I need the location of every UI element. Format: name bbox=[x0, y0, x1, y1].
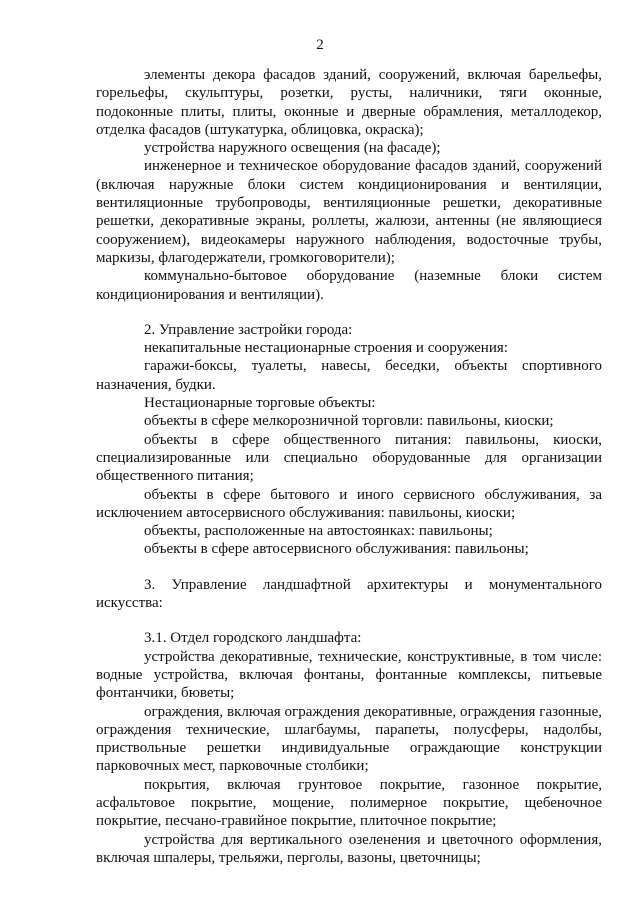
paragraph-coverings: покрытия, включая грунтовое покрытие, газонное покрытие, асфальтовое покрытие, мощение, полимерное покрытие, щебеночное покрытие, песчано-гравийное покрытие, плиточное покрытие; bbox=[96, 776, 602, 830]
paragraph-engineering-equipment: инженерное и техническое оборудование фасадов зданий, сооружений (включая наружные блоки систем кондиционирования и вентиляции, вентиляционные трубопроводы, вентиляционные решетки, декоративные решетки, декоративные экраны, роллеты, жалюзи, антенны (не являющиеся сооружением), видеокамеры наружного наблюдения, водосточные трубы, маркизы, флагодержатели, громкоговорители); bbox=[96, 158, 602, 266]
paragraph-facade-decor: элементы декора фасадов зданий, сооружений, включая барельефы, горельефы, скульптуры, розетки, русты, наличники, тяги оконные, подоконные плиты, плиты, оконные и дверные обрамления, металлодекор, отделка фасадов (штукатурка, облицовка, окраска); bbox=[96, 67, 602, 138]
paragraph-utility-equipment: коммунально-бытовое оборудование (наземные блоки систем кондиционирования и вентиляции). bbox=[96, 268, 602, 303]
paragraph-outdoor-lighting: устройства наружного освещения (на фасаде); bbox=[144, 140, 441, 157]
paragraph-decorative-devices: устройства декоративные, технические, конструктивные, в том числе: водные устройства, включая фонтаны, фонтанные комплексы, питьевые фонтанчики, бюветы; bbox=[96, 648, 602, 702]
paragraph-fences: ограждения, включая ограждения декоративные, ограждения газонные, ограждения технические, шлагбаумы, парапеты, полусферы, надолбы, приствольные решетки индивидуальные ограждающие конструкции парковочных мест, парковочные столбики; bbox=[96, 703, 602, 775]
paragraph-consumer-services: объекты в сфере бытового и иного сервисного обслуживания, за исключением автосервисного обслуживания: павильоны, киоски; bbox=[96, 486, 602, 521]
paragraph-parking-objects: объекты, расположенные на автостоянках: павильоны; bbox=[144, 523, 493, 540]
spacer bbox=[96, 304, 602, 321]
document-body bbox=[96, 66, 602, 867]
subsection-heading-landscape-department: 3.1. Отдел городского ландшафта: bbox=[144, 630, 362, 647]
paragraph-garages-toilets: гаражи-боксы, туалеты, навесы, беседки, объекты спортивного назначения, будки. bbox=[96, 358, 602, 393]
paragraph-retail-objects-heading: Нестационарные торговые объекты: bbox=[144, 395, 376, 412]
spacer bbox=[96, 612, 602, 629]
paragraph-car-service: объекты в сфере автосервисного обслуживания: павильоны; bbox=[144, 541, 529, 558]
page-number: 2 bbox=[316, 37, 324, 53]
section-heading-city-development: 2. Управление застройки города: bbox=[144, 321, 353, 338]
paragraph-non-capital-structures: некапитальные нестационарные строения и сооружения: bbox=[144, 340, 508, 357]
spacer bbox=[96, 559, 602, 576]
paragraph-public-catering: объекты в сфере общественного питания: павильоны, киоски, специализированные или специально оборудованные для организации общественного питания; bbox=[96, 431, 602, 485]
paragraph-small-retail: объекты в сфере мелкорозничной торговли: павильоны, киоски; bbox=[144, 413, 554, 430]
section-heading-landscape-architecture: 3. Управление ландшафтной архитектуры и монументального искусства: bbox=[96, 576, 602, 612]
paragraph-vertical-greening: устройства для вертикального озеленения и цветочного оформления, включая шпалеры, трельяжи, перголы, вазоны, цветочницы; bbox=[96, 831, 602, 866]
